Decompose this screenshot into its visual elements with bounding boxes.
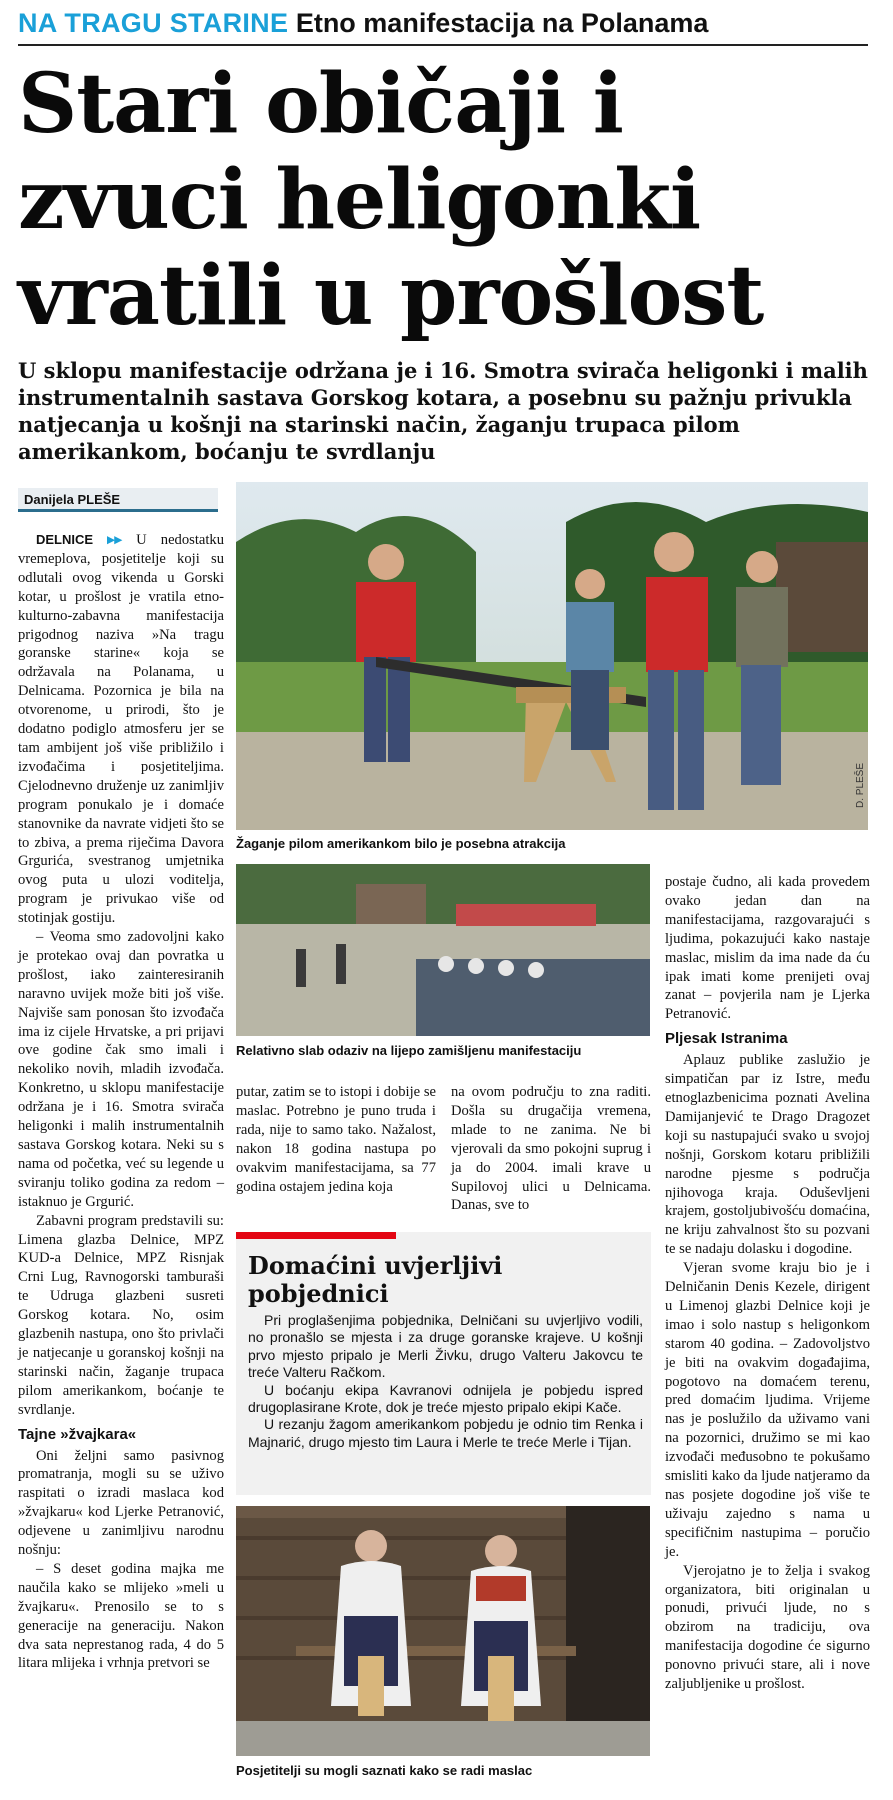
box-title: Domaćini uvjerljivi pobjednici	[248, 1251, 503, 1308]
paragraph-3: Zabavni program predstavili su: Limena glazba Delnice, MPZ KUD-a Delnice, MPZ Risnjak Crni Lug, Ravnogorski tamburaši te Udruga glazbeni susreti Gorskog kotara. No, osim glazbenih nastupa, ono što privlači je natjecanje u goranskoj košnji na starinski način, žaganje trupaca pilom amerikankom, boćanje te svrdlanje.	[18, 1212, 224, 1418]
box-paragraph-1: Pri proglašenjima pobjednika, Delničani su uvjerljivo vodili, no pronašlo se mjesta i za druge goranske krajeve. U košnji prvo mjesto pripalo je Merli Živku, drugo Valteru Jakovcu te treće Valteru Račkom.	[248, 1312, 643, 1381]
deck: U sklopu manifestacije održana je i 16. Smotra svirača heligonki i malih instrumentalnih sastava Gorskog kotara, a posebnu su pažnju privukla natjecanja u košnji na starinski način, žaganju trupaca pilom amerikankom, boćanju te svrdlanju	[18, 358, 868, 464]
top-rule	[18, 44, 868, 46]
paragraph-4: Oni željni samo pasivnog promatranja, mogli su se uživo raspitati o izradi maslaca kod »žvajkaru« kod Ljerke Petranović, odjevene u zanimljivu narodnu nošnju:	[18, 1447, 224, 1559]
right-intro: postaje čudno, ali kada provedem ovako jedan dan na manifestacijama, razgovarajući s ljudima, pokazujući kako nastaje maslac, mislim da ima nade da ću ipak imati kome prenijeti ovaj zanat – povjerila nam je Ljerka Petranović.	[665, 874, 870, 1023]
headline	[18, 56, 873, 344]
photo-saw-competition	[236, 482, 868, 830]
dateline: DELNICE	[36, 532, 94, 547]
subhead-zvajkara: Tajne »žvajkara«	[18, 1425, 137, 1443]
sidebar-box	[236, 1232, 651, 1495]
paragraph-5: – S deset godina majka me naučila kako se mlijeko »meli u žvajkaru«. Prenosilo se to s generacije na generaciju. Nakon dva sata neprestanog rada, 4 do 5 litara mlijeka i vrhnja pretvori se	[18, 1560, 224, 1672]
middle-right-text: na ovom području to zna raditi. Došla su drugačija vremena, mlade to ne zanima. Ne bi vjerovali da smo pokojni suprug i ja do 2004. imali krave u Supilovoj ulici u Delnicama. Danas, sve to	[451, 1084, 651, 1214]
box-text	[248, 1312, 643, 1451]
headline-line-1: Stari običaji i	[18, 56, 623, 152]
headline-line-3: vratili u prošlost	[18, 248, 764, 344]
caption-photo-2: Relativno slab odaziv na lijepo zamišljenu manifestaciju	[236, 1043, 582, 1058]
double-arrow-icon: ▸▸	[107, 532, 122, 548]
box-paragraph-2: U boćanju ekipa Kavranovi odnijela je pobjedu ispred drugoplasirane Krote, dok je treće mjesto pripalo ekipi Kače.	[248, 1381, 643, 1416]
box-red-bar	[236, 1232, 396, 1239]
right-paragraph-3: Vjerojatno je to želja i svakog organizatora, biti originalan u ponudi, privući ljude, no s obzirom na tradiciju, ova manifestacija dogodine će sigurno ponovno privući stare, ali i nove zaljubljenike u prošlost.	[665, 1562, 870, 1693]
paragraph-1-text: U nedostatku vremeplova, posjetitelje koji su odlutali ovog vikenda u Gorski kotar, u prošlost je vratila etno-kulturno-zabavna manifestacija prigodnog naziva »Na tragu goranske starine« koja se održavala na Polanama, u Delnicama. Pozornica je bila na otvorenome, u prirodi, što je dodatno podiglo atmosferu jer se tam ambijent još više približilo i izvođačima i posjetiteljima. Cjelodnevno druženje uz zanimljiv program ponukalo je i domaće stanovnike da navrate vidjeti što se to zbiva, a prema riječima Davora Grgurića, svestranog umjetnika ovog puta u ulozi voditelja, program je privukao više od stotinjak gostiju.	[18, 532, 224, 927]
left-column	[18, 531, 224, 1673]
headline-line-2: zvuci heligonki	[18, 152, 701, 248]
paragraph-1	[18, 531, 224, 928]
photo-visitors	[236, 864, 650, 1036]
caption-photo-1: Žaganje pilom amerikankom bilo je posebna atrakcija	[236, 836, 566, 851]
kicker	[18, 8, 868, 39]
right-paragraph-2: Vjeran svome kraju bio je i Delničanin Denis Kezele, dirigent u Limenoj glazbi Delnice koji je imao i solo nastup s heligonkom starom 40 godina. – Zadovoljstvo je biti na ovakvim događajima, pogotovo na domaćem terenu, pred domaćim ljudima. Vrijeme nas je poslužilo da uživamo vani na pozornici, družimo se mi kao izvođači međusobno te pokušamo smisliti kako da ljude natjeramo da nas posjete dogodine još više te uživaju zajedno s nama u specifičnim nastupima – poručio je.	[665, 1260, 870, 1560]
byline: Danijela PLEŠE	[18, 488, 218, 512]
paragraph-2: – Veoma smo zadovoljni kako je protekao ovaj dan povratka u prošlost, iako zainteresiranih naravno uvijek može biti još više. Najviše sam ponosan što izvođača ima iz cijele Hrvatske, a pri prijavi ove godine čak smo imali i nekoliko novih, mladih izvođača. Konkretno, u sklopu manifestacije održana je i 16. Smotra svirača heligonki i malih instrumentalnih sastava Gorskog kotara. Neki su s nama od početka, već su legende u sviranju toliko godina za redom – istaknuo je Grgurić.	[18, 929, 224, 1210]
box-paragraph-3: U rezanju žagom amerikankom pobjedu je odnio tim Renka i Majnarić, drugo mjesto tim Laura i Merle te treće Merle i Tijan.	[248, 1416, 643, 1450]
caption-photo-3: Posjetitelji su mogli saznati kako se radi maslac	[236, 1763, 533, 1778]
right-column	[665, 873, 870, 1694]
middle-column-right	[451, 1083, 651, 1215]
section-label: NA TRAGU STARINE	[18, 8, 289, 38]
subhead-istranima: Pljesak Istranima	[665, 1030, 788, 1048]
photo-credit: D. PLEŠE	[855, 762, 866, 808]
photo-butter-making	[236, 1506, 650, 1756]
middle-column-left	[236, 1083, 436, 1196]
topic-label: Etno manifestacija na Polanama	[295, 8, 709, 38]
right-paragraph-1: Aplauz publike zaslužio je simpatičan par iz Istre, među etnoglazbenicima poznati Avelina Damijanjević te Drago Dragozet koji su nastupajući svako u svojoj nošnji, Gorskom kotaru približili narodne pjesme s područja njihovoga kraja. Oduševljeni krajem, gostoljubivošću domaćina, ne kriju zahvalnost što su pozvani te se nadaju dolasku i dogodine.	[665, 1052, 870, 1258]
middle-left-text: putar, zatim se to istopi i dobije se maslac. Potrebno je puno truda i rada, nije to samo tako. Nažalost, nakon 18 godina nastupa po ovakvim manifestacijama, sa 77 godina ostajem jedina koja	[236, 1084, 436, 1195]
